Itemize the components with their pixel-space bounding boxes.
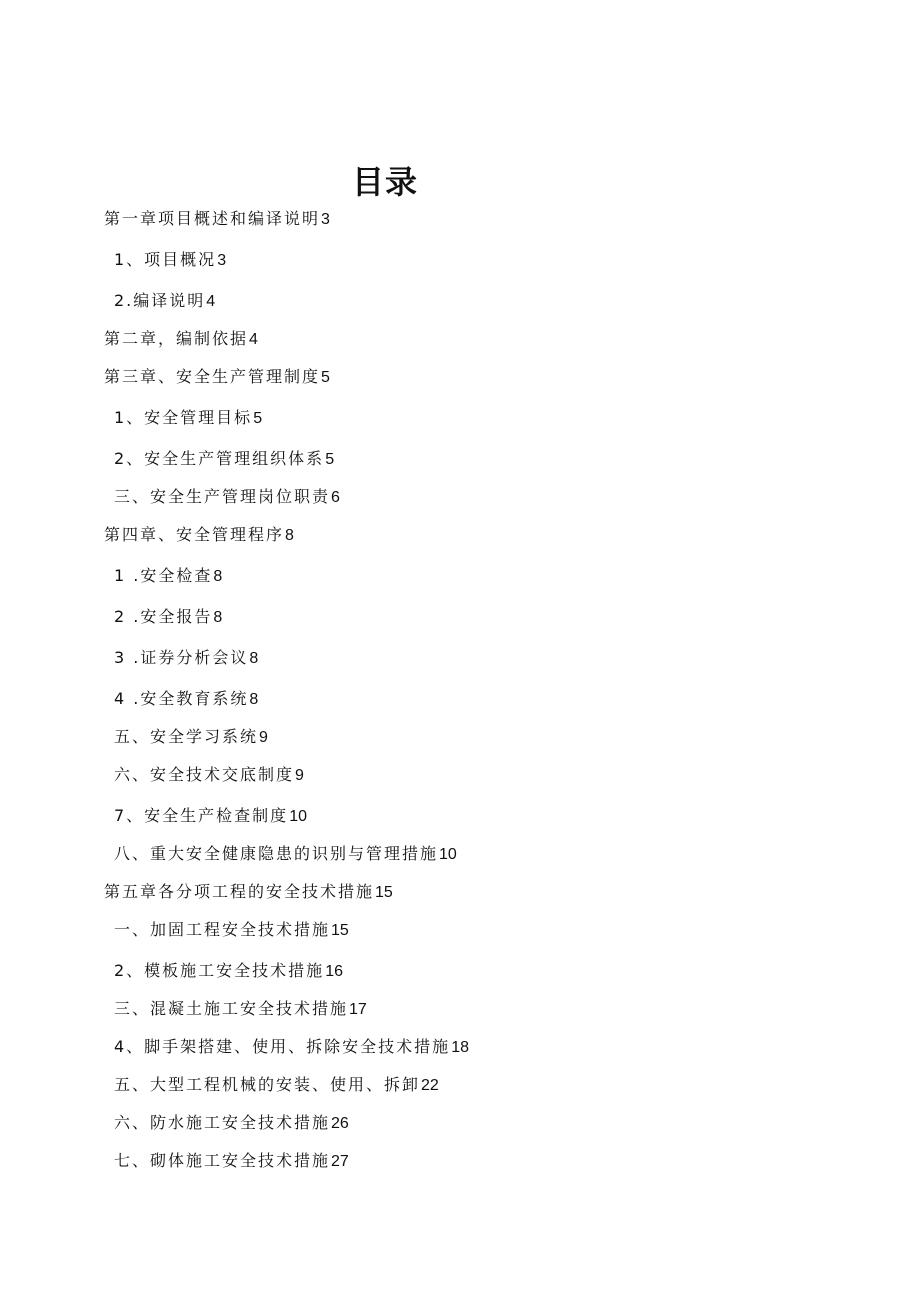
toc-entry-page: 8 (285, 527, 294, 544)
toc-entry-text: 五、大型工程机械的安装、使用、拆卸 (114, 1075, 421, 1094)
toc-entry[interactable] (104, 208, 330, 231)
toc-entry-page: 18 (451, 1039, 469, 1056)
toc-entry-page: 15 (375, 884, 393, 901)
toc-entry[interactable] (104, 366, 330, 389)
toc-entry[interactable] (114, 688, 258, 711)
toc-entry-page: 6 (331, 489, 340, 506)
toc-entry-page: 3 (321, 211, 330, 228)
toc-entry-page: 4 (249, 331, 258, 348)
toc-entry-page: 26 (331, 1115, 349, 1132)
toc-entry[interactable] (104, 524, 294, 547)
toc-entry-text: 六、防水施工安全技术措施 (114, 1113, 331, 1132)
toc-entry[interactable] (114, 919, 349, 942)
page-title: 目录 (351, 163, 418, 201)
toc-entry-page: 3 (217, 252, 227, 269)
toc-entry-text: 第三章、安全生产管理制度 (104, 367, 321, 386)
toc-entry-page: 4 (206, 293, 216, 310)
toc-entry-text: 2、模板施工安全技术措施 (114, 961, 325, 980)
toc-entry-page: 8 (213, 568, 223, 585)
toc-entry-text: 七、砌体施工安全技术措施 (114, 1151, 331, 1170)
toc-entry-page: 27 (331, 1153, 349, 1170)
toc-entry-text: 六、安全技术交底制度 (114, 765, 295, 784)
toc-entry[interactable] (114, 565, 222, 588)
toc-entry-page: 8 (249, 650, 259, 667)
toc-entry-page: 5 (253, 410, 263, 427)
toc-entry-text: 第四章、安全管理程序 (104, 525, 285, 544)
toc-entry-text: 第一章项目概述和编译说明 (104, 209, 321, 228)
toc-entry-text: 1 .安全检查 (114, 566, 213, 585)
toc-entry-text: 1、安全管理目标 (114, 408, 253, 427)
toc-entry[interactable] (104, 328, 258, 351)
toc-entry-page: 16 (325, 963, 343, 980)
toc-entry[interactable] (114, 407, 262, 430)
toc-entry-page: 22 (421, 1077, 439, 1094)
toc-entry[interactable] (114, 843, 457, 866)
toc-entry-text: 三、混凝土施工安全技术措施 (114, 999, 349, 1018)
toc-entry-text: 三、安全生产管理岗位职责 (114, 487, 331, 506)
toc-entry[interactable] (114, 764, 304, 787)
toc-entry[interactable] (114, 486, 340, 509)
toc-entry[interactable] (104, 881, 393, 904)
toc-entry-text: 4 .安全教育系统 (114, 689, 249, 708)
toc-entry-page: 17 (349, 1001, 367, 1018)
toc-entry-page: 8 (213, 609, 223, 626)
toc-entry[interactable] (114, 1036, 469, 1059)
toc-entry[interactable] (114, 1112, 349, 1135)
toc-entry-text: 一、加固工程安全技术措施 (114, 920, 331, 939)
toc-entry-page: 9 (259, 729, 268, 746)
toc-entry[interactable] (114, 290, 215, 313)
toc-entry[interactable] (114, 647, 258, 670)
toc-entry-text: 3 .证券分析会议 (114, 648, 249, 667)
toc-entry-text: 2 .安全报告 (114, 607, 213, 626)
toc-entry[interactable] (114, 606, 222, 629)
toc-entry[interactable] (114, 805, 307, 828)
toc-entry-text: 五、安全学习系统 (114, 727, 259, 746)
toc-entry[interactable] (114, 998, 367, 1021)
toc-entry-text: 第二章，编制依据 (104, 329, 249, 348)
toc-entry-text: 2、安全生产管理组织体系 (114, 449, 325, 468)
toc-entry[interactable] (114, 1074, 439, 1097)
toc-entry-page: 5 (321, 369, 330, 386)
toc-entry-page: 15 (331, 922, 349, 939)
toc-entry-text: 1、项目概况 (114, 250, 217, 269)
toc-entry-text: 4、脚手架搭建、使用、拆除安全技术措施 (114, 1037, 451, 1056)
toc-entry-text: 7、安全生产检查制度 (114, 806, 289, 825)
toc-entry-text: 2.编译说明 (114, 291, 206, 310)
toc-entry-page: 9 (295, 767, 304, 784)
toc-entry-page: 10 (439, 846, 457, 863)
toc-entry[interactable] (114, 960, 343, 983)
toc-entry[interactable] (114, 1150, 349, 1173)
toc-entry-page: 8 (249, 691, 259, 708)
toc-entry[interactable] (114, 249, 226, 272)
toc-entry-page: 10 (289, 808, 307, 825)
toc-entry[interactable] (114, 726, 268, 749)
toc-entry-text: 八、重大安全健康隐患的识别与管理措施 (114, 844, 439, 863)
toc-entry-text: 第五章各分项工程的安全技术措施 (104, 882, 375, 901)
toc-entry-page: 5 (325, 451, 335, 468)
toc-entry[interactable] (114, 448, 334, 471)
